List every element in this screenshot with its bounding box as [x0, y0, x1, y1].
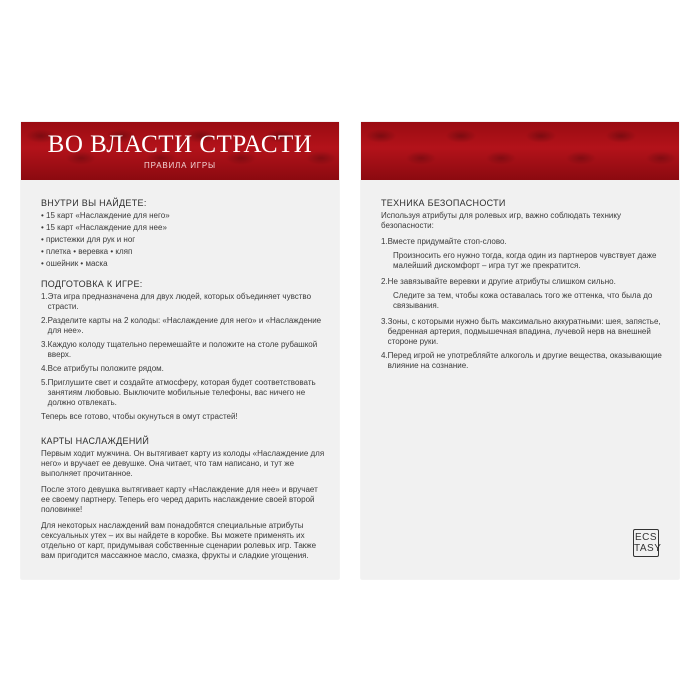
list-item [41, 378, 325, 408]
item-note: Следите за тем, чтобы кожа оставалась того же оттенка, что была до связывания. [393, 291, 653, 310]
game-title: ВО ВЛАСТИ СТРАСТИ [47, 131, 313, 158]
item-text: Не завязывайте веревки и другие атрибуты слишком сильно. [387, 277, 616, 286]
list-item [381, 237, 665, 247]
item-note: Произносить его нужно тогда, когда один из партнеров чувствует даже малейший дискомфорт – игра тут же прекратится. [393, 251, 657, 270]
item-number: 2. [41, 316, 48, 325]
item-number: 4. [41, 364, 48, 373]
title-banner [21, 122, 339, 180]
list-item [41, 340, 325, 360]
list-item: • плетка • веревка • кляп [41, 247, 133, 256]
item-text: Перед игрой не употребляйте алкоголь и другие вещества, оказывающие влияние на сознание. [387, 351, 662, 370]
item-number: 3. [41, 340, 48, 349]
cards-heading: КАРТЫ НАСЛАЖДЕНИЙ [41, 436, 150, 446]
rules-card-left [21, 122, 339, 579]
inside-heading: ВНУТРИ ВЫ НАЙДЕТЕ: [41, 198, 147, 208]
item-text: Зоны, с которыми нужно быть максимально аккуратными: шея, запястье, бедренная артерия, подмышечная впадина, лучевой нерв на внешней стороне руки. [387, 317, 661, 346]
logo-line: ЕCS [634, 532, 658, 543]
cards-paragraph: Первым ходит мужчина. Он вытягивает карту из колоды «Наслаждение для него» и вручает ее девушке. Она читает, что там написано, и тут же выполняет прочитанное. [41, 449, 325, 478]
list-item [41, 316, 325, 336]
list-item [41, 364, 325, 374]
item-text: Вместе придумайте стоп-слово. [387, 237, 507, 246]
prep-heading: ПОДГОТОВКА К ИГРЕ: [41, 279, 143, 289]
right-content [381, 198, 665, 375]
cards-paragraph: После этого девушка вытягивает карту «Наслаждение для нее» и вручает ее своему партнеру. Теперь его черед дарить наслаждение своей второй половинке! [41, 485, 318, 514]
list-item: • 15 карт «Наслаждение для него» [41, 211, 170, 220]
list-item [41, 292, 325, 312]
rules-card-right [361, 122, 679, 579]
item-text: Все атрибуты положите рядом. [47, 364, 164, 373]
safety-intro: Используя атрибуты для ролевых игр, важно соблюдать технику безопасности: [381, 211, 621, 230]
item-text: Разделите карты на 2 колоды: «Наслаждение для него» и «Наслаждение для нее». [47, 316, 322, 335]
item-number: 3. [381, 317, 388, 326]
decor-banner [361, 122, 679, 180]
list-item [381, 277, 665, 287]
logo-line: TASY [634, 543, 662, 554]
item-text: Эта игра предназначена для двух людей, которых объединяет чувство страсти. [47, 292, 312, 311]
list-item: • 15 карт «Наслаждение для нее» [41, 223, 167, 232]
ecstasy-logo [633, 529, 662, 557]
item-number: 2. [381, 277, 388, 286]
item-number: 1. [41, 292, 48, 301]
item-number: 4. [381, 351, 388, 360]
list-item: • пристежки для рук и ног [41, 235, 136, 244]
item-number: 5. [41, 378, 48, 387]
list-item: • ошейник • маска [41, 259, 108, 268]
game-subtitle: ПРАВИЛА ИГРЫ [144, 161, 216, 170]
list-item [381, 317, 665, 347]
cards-paragraph: Для некоторых наслаждений вам понадобятся специальные атрибуты сексуальных утех – их вы найдете в коробке. Вы можете применять их отдельно от карт, придумывая собственные сценарии ролевых игр. Также вам пригодится массажное масло, смазка, фрукты и сладкие угощения. [41, 521, 317, 560]
safety-heading: ТЕХНИКА БЕЗОПАСНОСТИ [381, 198, 506, 208]
prep-closing: Теперь все готово, чтобы окунуться в омут страстей! [41, 412, 238, 421]
item-number: 1. [381, 237, 388, 246]
left-content [41, 198, 325, 567]
item-text: Приглушите свет и создайте атмосферу, которая будет соответствовать занятиям любовью. Выключите мобильные телефоны, вас ничего не должно отвлекать. [47, 378, 316, 407]
item-text: Каждую колоду тщательно перемешайте и положите на столе рубашкой вверх. [47, 340, 318, 359]
list-item [381, 351, 665, 371]
